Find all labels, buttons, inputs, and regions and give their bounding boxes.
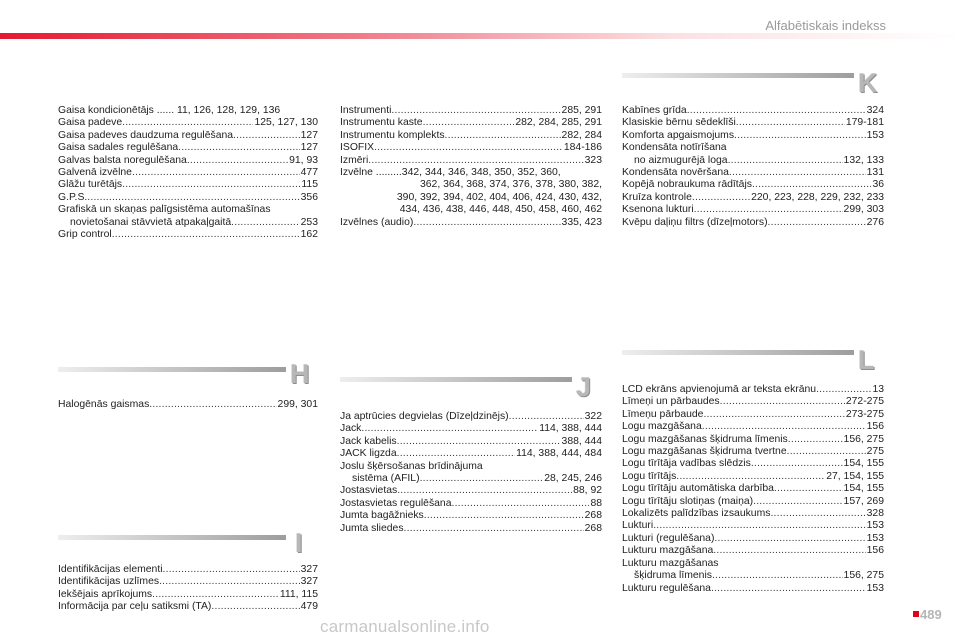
index-entry: Logu tīrītāja vadības slēdzis ..... 154, 155	[622, 458, 884, 470]
index-entry: Ksenona lukturi ..... 299, 303	[622, 204, 884, 216]
index-entry: Lukturi (regulēšana) ..... 153	[622, 533, 884, 545]
index-entry: Identifikācijas elementi ..... 327	[58, 564, 318, 576]
index-entry: LCD ekrāns apvienojumā ar teksta ekrānu ..... 13	[622, 384, 884, 396]
index-column-h	[58, 399, 318, 411]
index-column-j	[340, 411, 602, 535]
index-entry: Joslu šķērsošanas brīdinājuma	[340, 460, 483, 472]
index-entry: Kondensāta notīrīšana	[622, 142, 727, 154]
index-entry: ISOFIX ..... 184-186	[340, 142, 602, 154]
index-entry: Lukturi ..... 153	[622, 520, 884, 532]
index-entry: Klasiskie bērnu sēdeklīši ..... 179-181	[622, 117, 884, 129]
index-entry-izvelne: Izvēlne .........342, 344, 346, 348, 350, 352, 360,	[340, 167, 561, 179]
index-entry: G.P.S. ..... 356	[58, 192, 318, 204]
index-entry: Lukturu regulēšana ..... 153	[622, 583, 884, 595]
section-letter-h: H	[290, 359, 310, 389]
index-entry: Līmeņi un pārbaudes ..... 272-275	[622, 396, 884, 408]
index-entry: Kopējā nobraukuma rādītājs ..... 36	[622, 179, 884, 191]
index-entry: Komforta apgaismojums ..... 153	[622, 130, 884, 142]
index-entry: Logu mazgāšana ..... 156	[622, 421, 884, 433]
index-entry: Kruīza kontrole ..... 220, 223, 228, 229, 232, 233	[622, 192, 884, 204]
index-entry: Kondensāta novēršana ..... 131	[622, 167, 884, 179]
index-entry: Gaisa padeve ..... 125, 127, 130	[58, 117, 318, 129]
index-column-l	[622, 384, 884, 595]
index-entry: Jumta sliedes ..... 268	[340, 523, 602, 535]
index-entry: sistēma (AFIL) ..... 28, 245, 246	[340, 473, 602, 485]
index-entry: šķidruma līmenis ..... 156, 275	[622, 570, 884, 582]
index-entry: Instrumenti ..... 285, 291	[340, 105, 602, 117]
index-entry: Gaisa padeves daudzuma regulēšana ..... 127	[58, 130, 318, 142]
section-divider-l	[622, 350, 854, 355]
index-entry: Līmeņu pārbaude ..... 273-275	[622, 409, 884, 421]
index-entry: novietošanai stāvvietā atpakaļgaitā ..... 253	[58, 217, 318, 229]
section-divider-j	[340, 377, 572, 382]
section-title: Alfabētiskais indekss	[765, 18, 886, 33]
page-marker	[913, 611, 919, 617]
section-divider-i	[58, 535, 286, 540]
index-entry: Izmēri ..... 323	[340, 155, 602, 167]
index-entry: Identifikācijas uzlīmes ..... 327	[58, 576, 318, 588]
index-entry: Ja aptrūcies degvielas (Dīzeļdzinējs) ..... 322	[340, 411, 602, 423]
index-entry-continuation: 390, 392, 394, 402, 404, 406, 424, 430, 432,	[396, 191, 602, 203]
section-divider-h	[58, 367, 286, 372]
index-entry: Informācija par ceļu satiksmi (TA) ..... 479	[58, 601, 318, 613]
index-entry: Lukturu mazgāšanas	[622, 557, 719, 569]
index-entry: JACK ligzda ..... 114, 388, 444, 484	[340, 448, 602, 460]
index-column-g	[58, 105, 318, 241]
index-entry: Galvenā izvēlne ..... 477	[58, 167, 318, 179]
index-entry: Logu tīrītāju slotiņas (maiņa) ..... 157, 269	[622, 496, 884, 508]
index-entry: Lokalizēts palīdzības izsaukums ..... 328	[622, 508, 884, 520]
index-entry: Gaisa sadales regulēšana ..... 127	[58, 142, 318, 154]
index-column-i-continued	[340, 105, 602, 229]
section-letter-k: K	[858, 68, 878, 98]
index-entry: Gaisa kondicionētājs ...... 11, 126, 128, 129, 136	[58, 105, 281, 116]
index-entry-continuation: 434, 436, 438, 446, 448, 450, 458, 460, 462	[399, 204, 602, 216]
index-entry: Jumta bagāžnieks ..... 268	[340, 510, 602, 522]
index-entry: Jostasvietas regulēšana ..... 88	[340, 498, 602, 510]
index-entry: Grip control ..... 162	[58, 229, 318, 241]
section-letter-i: I	[295, 528, 303, 558]
index-entry: Grafiskā un skaņas palīgsistēma automašīnas	[58, 204, 271, 216]
index-entry: Galvas balsta noregulēšana ..... 91, 93	[58, 155, 318, 167]
watermark-text: carmanualsonline.info	[320, 617, 490, 636]
section-letter-j: J	[576, 372, 592, 402]
index-column-k	[622, 105, 884, 229]
index-column-i	[58, 564, 318, 614]
index-entry: Glāžu turētājs ..... 115	[58, 179, 318, 191]
index-entry: Jack kabelis ..... 388, 444	[340, 436, 602, 448]
index-entry: Logu tīrītājs ..... 27, 154, 155	[622, 471, 884, 483]
index-entry: Izvēlnes (audio) ..... 335, 423	[340, 217, 602, 229]
index-entry-continuation: 362, 364, 368, 374, 376, 378, 380, 382,	[420, 179, 602, 191]
page-number: 489	[920, 607, 942, 622]
index-entry: Logu mazgāšanas šķidruma līmenis ..... 156, 275	[622, 434, 884, 446]
index-entry: Instrumentu kaste ..... 282, 284, 285, 291	[340, 117, 602, 129]
index-entry: no aizmugurējā loga ..... 132, 133	[622, 155, 884, 167]
index-entry: Jostasvietas ..... 88, 92	[340, 485, 602, 497]
index-entry: Kabīnes grīda ..... 324	[622, 105, 884, 117]
index-entry: Kvēpu daļiņu filtrs (dīzeļmotors) ..... 276	[622, 217, 884, 229]
section-divider-k	[622, 73, 854, 78]
index-entry: Instrumentu komplekts ..... 282, 284	[340, 130, 602, 142]
index-entry: Lukturu mazgāšana ..... 156	[622, 545, 884, 557]
index-entry: Iekšējais aprīkojums ..... 111, 115	[58, 589, 318, 601]
header-accent-bar	[0, 33, 960, 39]
section-letter-l: L	[858, 345, 875, 375]
index-entry: Jack ..... 114, 388, 444	[340, 423, 602, 435]
index-entry: Halogēnās gaismas ..... 299, 301	[58, 399, 318, 411]
index-entry: Logu mazgāšanas šķidruma tvertne ..... 275	[622, 446, 884, 458]
index-entry: Logu tīrītāju automātiska darbība ..... 154, 155	[622, 483, 884, 495]
